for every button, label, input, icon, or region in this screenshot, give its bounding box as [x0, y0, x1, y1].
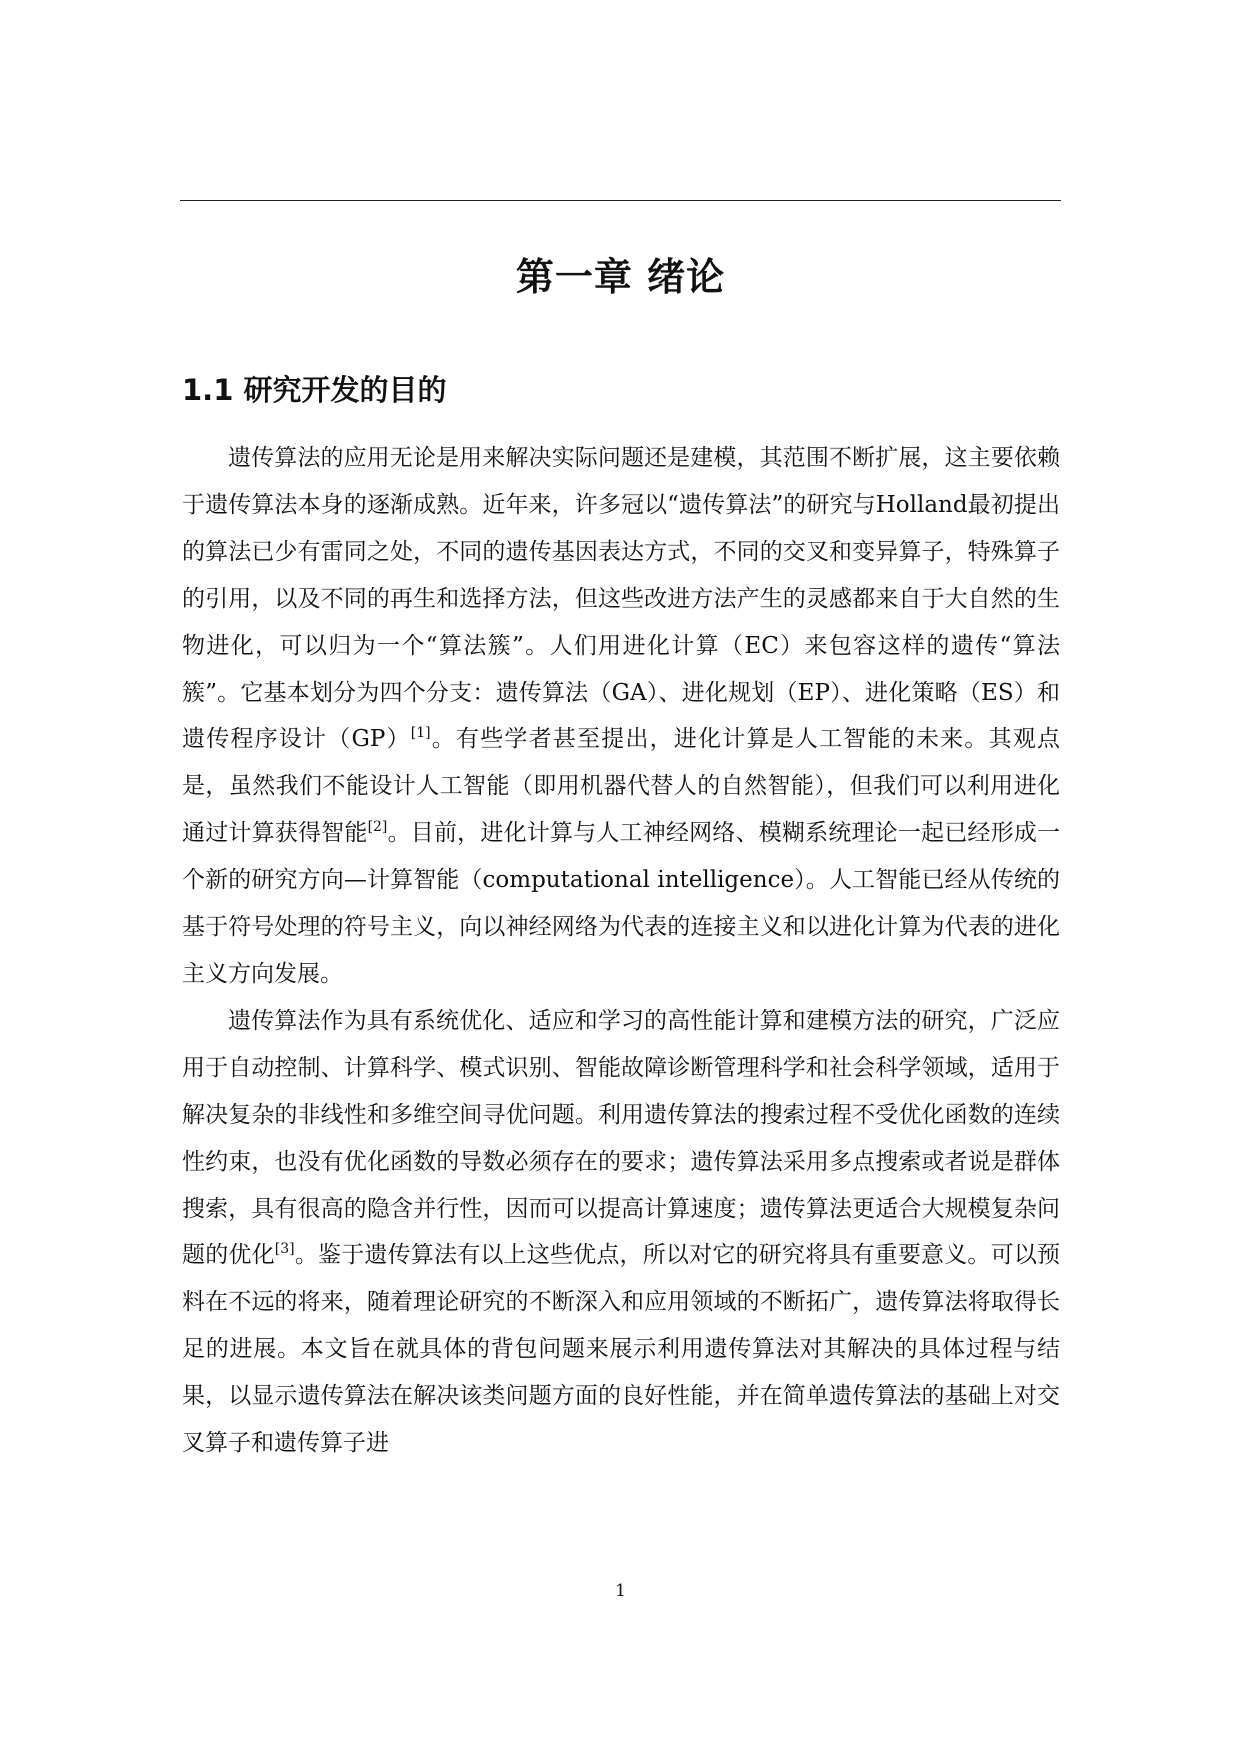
page-number: 1: [615, 1581, 626, 1601]
section-title: 1.1 研究开发的目的: [182, 373, 447, 407]
paragraph-1-text-a: 遗传算法的应用无论是用来解决实际问题还是建模，其范围不断扩展，这主要依赖于遗传算法本身的逐渐成熟。近年来，许多冠以“遗传算法”的研究与Holland最初提出的算法已少有雷同之处，不同的遗传基因表达方式，不同的交叉和变异算子，特殊算子的引用，以及不同的再生和选择方法，但这些改进方法产生的灵感都来自于大自然的生物进化，可以归为一个“算法簇”。人们用进化计算（EC）来包容这样的遗传“算法簇”。它基本划分为四个分支：遗传算法（GA）、进化规划（EP）、进化策略（ES）和遗传程序设计（GP）: [182, 445, 1060, 753]
citation-2: [2]: [367, 819, 388, 836]
paragraph-1-text-c: 。目前，进化计算与人工神经网络、模糊系统理论一起已经形成一个新的研究方向—计算智能（computational intelligence）。人工智能已经从传统的基于符号处理的符号主义，向以神经网络为代表的连接主义和以进化计算为代表的进化主义方向发展。: [182, 820, 1061, 987]
paragraph-1: [182, 435, 1060, 998]
paragraph-2-text-a: 遗传算法作为具有系统优化、适应和学习的高性能计算和建模方法的研究，广泛应用于自动控制、计算科学、模式识别、智能故障诊断管理科学和社会科学领域，适用于解决复杂的非线性和多维空间寻优问题。利用遗传算法的搜索过程不受优化函数的连续性约束，也没有优化函数的导数必须存在的要求；遗传算法采用多点搜索或者说是群体搜索，具有很高的隐含并行性，因而可以提高计算速度；遗传算法更适合大规模复杂问题的优化: [182, 1007, 1060, 1269]
citation-3: [3]: [274, 1241, 295, 1258]
paragraph-2: [182, 998, 1060, 1467]
citation-1: [1]: [410, 725, 431, 742]
header-rule: [180, 200, 1061, 201]
paragraph-2-text-b: 。鉴于遗传算法有以上这些优点，所以对它的研究将具有重要意义。可以预料在不远的将来，随着理论研究的不断深入和应用领域的不断拓广，遗传算法将取得长足的进展。本文旨在就具体的背包问题来展示利用遗传算法对其解决的具体过程与结果，以显示遗传算法在解决该类问题方面的良好性能，并在简单遗传算法的基础上对交叉算子和遗传算子进: [182, 1242, 1061, 1457]
chapter-title: 第一章 绪论: [515, 255, 726, 299]
paragraph-1-text-b: 。有些学者甚至提出，进化计算是人工智能的未来。其观点是，虽然我们不能设计人工智能（即用机器代替人的自然智能），但我们可以利用进化通过计算获得智能: [182, 726, 1060, 847]
body-text: [182, 435, 1060, 1467]
